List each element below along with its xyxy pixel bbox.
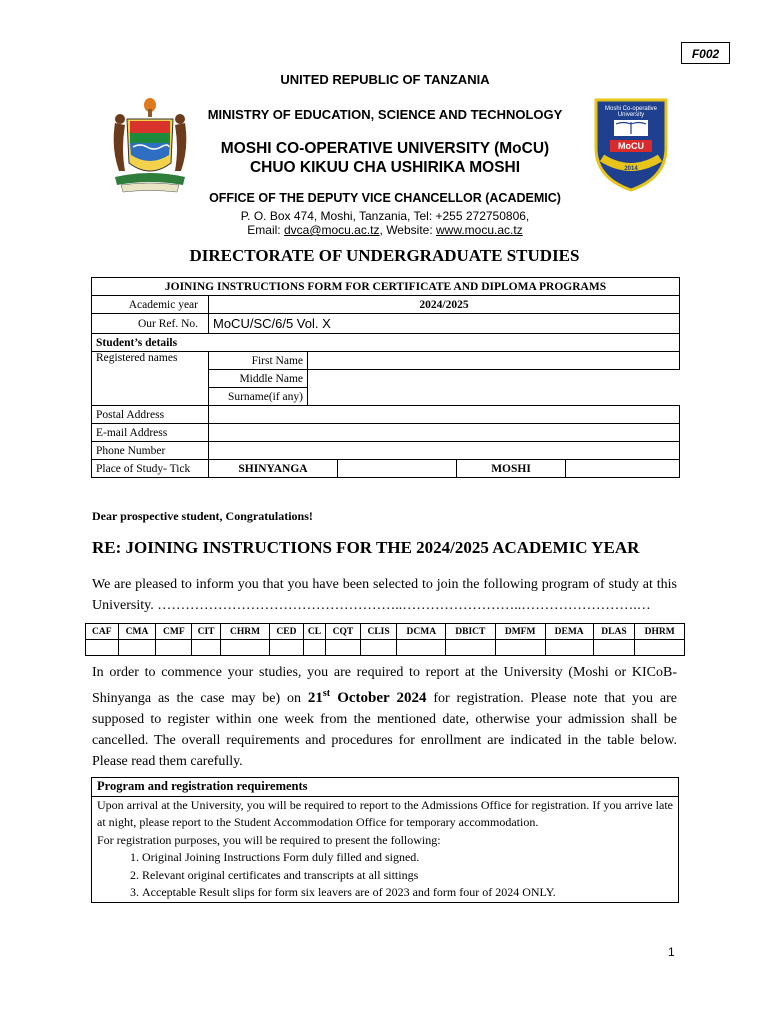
program-code: CL <box>303 624 326 640</box>
program-tick-cell[interactable] <box>220 640 269 656</box>
requirements-registration-text: For registration purposes, you will be required to present the following: <box>97 832 441 847</box>
intro-line-1: We are pleased to inform you that you have been selected to join the following program of study at this <box>92 577 677 592</box>
email-address-field[interactable] <box>209 424 680 442</box>
program-tick-cell[interactable] <box>118 640 156 656</box>
program-code: CAF <box>86 624 119 640</box>
program-tick-cell[interactable] <box>397 640 446 656</box>
republic-title: UNITED REPUBLIC OF TANZANIA <box>280 72 490 87</box>
postal-address-field[interactable] <box>209 406 680 424</box>
program-tick-cell[interactable] <box>86 640 119 656</box>
website-label: , Website: <box>379 223 436 237</box>
commence-paragraph <box>92 662 677 772</box>
program-code: CMF <box>156 624 192 640</box>
first-name-label: First Name <box>209 352 308 370</box>
registered-names-label: Registered names <box>92 352 209 406</box>
requirement-item: 3. Acceptable Result slips for form six leavers are of 2023 and form four of 2024 ONLY. <box>142 884 673 902</box>
contact-line <box>180 223 590 237</box>
joining-form-table <box>91 277 680 478</box>
surname-field[interactable] <box>308 388 680 406</box>
program-tick-cell[interactable] <box>303 640 326 656</box>
date-suffix: st <box>322 688 331 699</box>
date-day: 21 <box>307 690 323 706</box>
intro-line-2: University. ……………………………………………..……………………..…………………….… <box>92 598 651 613</box>
program-tick-cell[interactable] <box>360 640 397 656</box>
middle-name-label: Middle Name <box>209 370 308 388</box>
requirements-list <box>97 849 673 902</box>
program-tick-cell[interactable] <box>326 640 360 656</box>
date-rest: October 2024 <box>330 690 427 706</box>
program-code: CHRM <box>220 624 269 640</box>
program-tick-cell[interactable] <box>593 640 635 656</box>
form-title: JOINING INSTRUCTIONS FORM FOR CERTIFICATE AND DIPLOMA PROGRAMS <box>92 278 680 296</box>
ref-label: Our Ref. No. <box>92 314 209 334</box>
surname-label: Surname(if any) <box>209 388 308 406</box>
first-name-field[interactable] <box>308 352 680 370</box>
program-code: DBICT <box>446 624 495 640</box>
ministry-title: MINISTRY OF EDUCATION, SCIENCE AND TECHNOLOGY <box>207 107 563 122</box>
requirement-item: 2. Relevant original certificates and transcripts at all sittings <box>142 867 673 885</box>
subject-line: RE: JOINING INSTRUCTIONS FOR THE 2024/2025 ACADEMIC YEAR <box>92 538 640 557</box>
place-moshi: MOSHI <box>457 460 566 478</box>
program-code: DCMA <box>397 624 446 640</box>
program-tick-cell[interactable] <box>270 640 303 656</box>
greeting: Dear prospective student, Congratulations! <box>92 509 313 523</box>
program-code: CQT <box>326 624 360 640</box>
address-line: P. O. Box 474, Moshi, Tanzania, Tel: +255 272750806, <box>240 209 530 223</box>
program-code: DHRM <box>635 624 685 640</box>
place-shinyanga: SHINYANGA <box>209 460 338 478</box>
program-code: CED <box>270 624 303 640</box>
academic-year-value: 2024/2025 <box>209 296 680 314</box>
requirements-table <box>91 777 679 903</box>
middle-name-field[interactable] <box>308 370 680 388</box>
program-code: DMFM <box>495 624 545 640</box>
postal-address-label: Postal Address <box>92 406 209 424</box>
program-code: CMA <box>118 624 156 640</box>
email-address-label: E-mail Address <box>92 424 209 442</box>
program-tick-cell[interactable] <box>495 640 545 656</box>
program-tick-cell[interactable] <box>635 640 685 656</box>
commence-text-1: In order to commence your studies, you are required to report at the University (Moshi or KICoB-Shinyanga as the case may be) on <box>92 665 677 706</box>
directorate-title: DIRECTORATE OF UNDERGRADUATE STUDIES <box>189 246 580 265</box>
phone-number-field[interactable] <box>209 442 680 460</box>
program-tick-cell[interactable] <box>545 640 593 656</box>
form-code: F002 <box>681 42 730 64</box>
mocu-logo <box>592 96 670 192</box>
ref-value: MoCU/SC/6/5 Vol. X <box>209 314 680 334</box>
university-title: MOSHI CO-OPERATIVE UNIVERSITY (MoCU) <box>220 140 550 157</box>
requirements-heading: Program and registration requirements <box>92 778 679 797</box>
program-code: CIT <box>192 624 220 640</box>
place-moshi-tick[interactable] <box>566 460 680 478</box>
website-link[interactable]: www.mocu.ac.tz <box>436 223 523 237</box>
commence-text-2: for registration. Please note that you are supposed to register within one week from the mentioned date, otherwise your admission shall be cancelled. The overall requirements and procedures for enrollment are indicated in the table below. Please read them carefully. <box>92 691 677 769</box>
requirements-arrival-text: Upon arrival at the University, you will be required to report to the Admissions Office for registration. If you arrive late at night, please report to the Student Accommodation Office for temporary accommodation. <box>97 797 673 829</box>
page-number: 1 <box>668 945 675 959</box>
logo-name: MoCU <box>618 141 644 151</box>
program-code: DEMA <box>545 624 593 640</box>
academic-year-label: Academic year <box>92 296 209 314</box>
logo-year: 2014 <box>624 166 638 172</box>
students-details-heading: Student’s details <box>92 334 680 352</box>
place-of-study-label: Place of Study- Tick <box>92 460 209 478</box>
logo-top-text: Moshi Co-operative University <box>604 106 658 118</box>
place-shinyanga-tick[interactable] <box>338 460 457 478</box>
university-swahili-title: CHUO KIKUU CHA USHIRIKA MOSHI <box>249 159 521 176</box>
program-code: DLAS <box>593 624 635 640</box>
requirement-item: 1. Original Joining Instructions Form duly filled and signed. <box>142 849 673 867</box>
phone-number-label: Phone Number <box>92 442 209 460</box>
office-title: OFFICE OF THE DEPUTY VICE CHANCELLOR (ACADEMIC) <box>209 191 561 205</box>
email-link[interactable]: dvca@mocu.ac.tz <box>283 223 380 237</box>
program-tick-cell[interactable] <box>446 640 495 656</box>
programs-table <box>85 623 685 656</box>
program-tick-cell[interactable] <box>156 640 192 656</box>
email-label: Email: <box>247 223 284 237</box>
program-tick-cell[interactable] <box>192 640 220 656</box>
program-code: CLIS <box>360 624 397 640</box>
